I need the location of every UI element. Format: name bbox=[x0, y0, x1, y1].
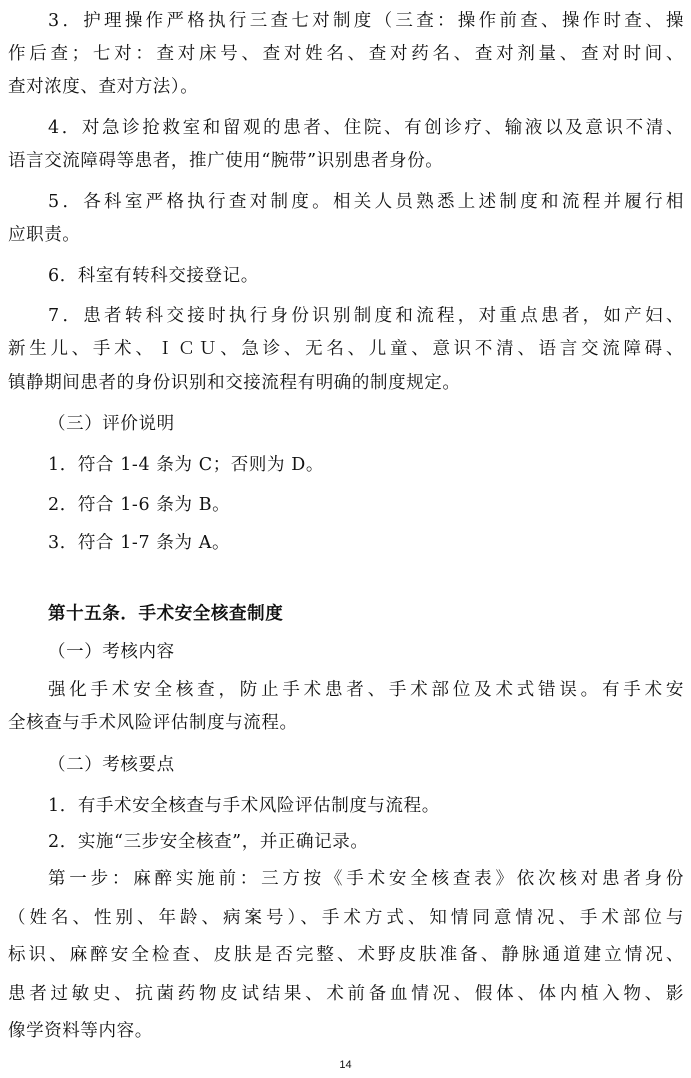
step-1-line-1: 第一步：麻醉实施前：三方按《手术安全核查表》依次核对患者身份 bbox=[48, 869, 684, 889]
key-point-2: 2．实施“三步安全核查”，并正确记录。 bbox=[48, 832, 369, 852]
item-7-line-1: 7．患者转科交接时执行身份识别制度和流程，对重点患者，如产妇、 bbox=[48, 306, 684, 326]
evaluation-heading: （三）评价说明 bbox=[48, 414, 175, 434]
evaluation-criterion-1: 1．符合 1-4 条为 C；否则为 D。 bbox=[48, 455, 324, 475]
step-1-line-3: 标识、麻醉安全检查、皮肤是否完整、术野皮肤准备、静脉通道建立情况、 bbox=[8, 945, 684, 965]
item-4-line-1: 4．对急诊抢救室和留观的患者、住院、有创诊疗、输液以及意识不清、 bbox=[48, 118, 684, 138]
item-4-line-2: 语言交流障碍等患者，推广使用“腕带”识别患者身份。 bbox=[8, 151, 444, 171]
item-3-line-2: 作后查；七对：查对床号、查对姓名、查对药名、查对剂量、查对时间、 bbox=[8, 44, 684, 64]
step-1-line-4: 患者过敏史、抗菌药物皮试结果、术前备血情况、假体、体内植入物、影 bbox=[8, 984, 684, 1004]
content-heading: （一）考核内容 bbox=[48, 642, 175, 662]
item-3-line-1: 3．护理操作严格执行三查七对制度（三查：操作前查、操作时查、操 bbox=[48, 11, 684, 31]
evaluation-criterion-2: 2．符合 1-6 条为 B。 bbox=[48, 495, 231, 515]
key-point-1: 1．有手术安全核查与手术风险评估制度与流程。 bbox=[48, 796, 440, 816]
evaluation-criterion-3: 3．符合 1-7 条为 A。 bbox=[48, 533, 231, 553]
item-5-line-1: 5．各科室严格执行查对制度。相关人员熟悉上述制度和流程并履行相 bbox=[48, 192, 684, 212]
step-1-line-5: 像学资料等内容。 bbox=[8, 1021, 153, 1041]
article-15-title: 第十五条．手术安全核查制度 bbox=[48, 604, 284, 624]
item-7-line-2: 新生儿、手术、ＩＣＵ、急诊、无名、儿童、意识不清、语言交流障碍、 bbox=[8, 339, 684, 359]
step-1-line-2: （姓名、性别、年龄、病案号）、手术方式、知情同意情况、手术部位与 bbox=[8, 908, 684, 928]
item-3-line-3: 查对浓度、查对方法）。 bbox=[8, 77, 199, 97]
content-line-1: 强化手术安全核查，防止手术患者、手术部位及术式错误。有手术安 bbox=[48, 680, 684, 700]
page-number: 14 bbox=[339, 1059, 352, 1071]
item-5-line-2: 应职责。 bbox=[8, 225, 81, 245]
content-line-2: 全核查与手术风险评估制度与流程。 bbox=[8, 713, 298, 733]
item-7-line-3: 镇静期间患者的身份识别和交接流程有明确的制度规定。 bbox=[8, 373, 461, 393]
key-points-heading: （二）考核要点 bbox=[48, 755, 175, 775]
item-6: 6．科室有转科交接登记。 bbox=[48, 266, 259, 286]
